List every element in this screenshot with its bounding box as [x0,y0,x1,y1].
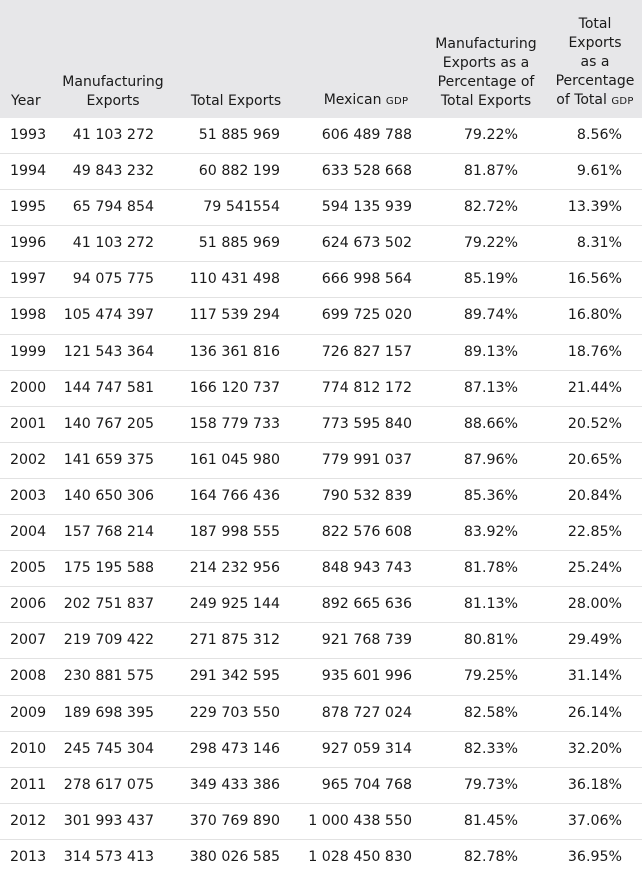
table-row [0,262,642,298]
cell-gdp-pct: 25.24% [567,560,622,577]
cell-mexican-gdp: 790 532 839 [321,487,412,504]
table-row [0,371,642,407]
cell-mexican-gdp: 594 135 939 [321,199,412,216]
cell-gdp-pct: 22.85% [567,524,622,541]
cell-total-exports: 291 342 595 [189,668,280,685]
cell-mexican-gdp: 878 727 024 [321,704,412,721]
cell-mexican-gdp: 822 576 608 [321,524,412,541]
table-row [0,732,642,768]
cell-total-exports: 166 120 737 [189,379,280,396]
cell-manufacturing-exports: 141 659 375 [63,451,154,468]
cell-year: 2004 [10,524,47,541]
cell-gdp-pct: 8.31% [576,235,622,252]
cell-gdp-pct: 18.76% [567,343,622,360]
cell-mexican-gdp: 965 704 768 [321,776,412,793]
cell-year: 2007 [10,632,47,649]
cell-year: 1997 [10,271,47,288]
table-row [0,118,642,154]
cell-total-exports: 249 925 144 [189,596,280,613]
cell-year: 1994 [10,163,47,180]
table-row [0,407,642,443]
cell-manufacturing-exports: 49 843 232 [72,163,154,180]
table-header [0,0,642,118]
cell-mfg-pct: 85.19% [463,271,518,288]
cell-year: 1995 [10,199,47,216]
cell-total-exports: 380 026 585 [189,848,280,865]
cell-gdp-pct: 20.65% [567,451,622,468]
cell-gdp-pct: 9.61% [576,163,622,180]
cell-gdp-pct: 29.49% [567,632,622,649]
table-body [0,118,642,876]
cell-mexican-gdp: 921 768 739 [321,632,412,649]
cell-manufacturing-exports: 314 573 413 [63,848,154,865]
cell-mfg-pct: 82.58% [463,704,518,721]
cell-mexican-gdp: 699 725 020 [321,307,412,324]
header-total-exports: Total Exports [190,93,282,109]
cell-manufacturing-exports: 121 543 364 [63,343,154,360]
cell-mfg-pct: 81.45% [463,812,518,829]
cell-total-exports: 51 885 969 [198,127,280,143]
table-row [0,696,642,732]
cell-year: 1993 [10,127,47,143]
cell-mfg-pct: 79.25% [463,668,518,685]
cell-total-exports: 79 541554 [203,199,280,216]
cell-year: 1996 [10,235,47,252]
cell-year: 2008 [10,668,47,685]
cell-gdp-pct: 13.39% [567,199,622,216]
header-total-pct-gdp: Total Exports as a Percentage of Total GDP [555,16,635,108]
cell-mexican-gdp: 773 595 840 [321,415,412,432]
cell-year: 2010 [10,740,47,757]
cell-manufacturing-exports: 140 650 306 [63,487,154,504]
cell-mfg-pct: 82.33% [463,740,518,757]
cell-gdp-pct: 21.44% [567,379,622,396]
cell-mexican-gdp: 1 000 438 550 [308,812,412,829]
cell-manufacturing-exports: 278 617 075 [63,776,154,793]
cell-mexican-gdp: 892 665 636 [321,596,412,613]
cell-gdp-pct: 26.14% [567,704,622,721]
table-row [0,587,642,623]
header-mfg-pct-total-exports: Manufacturing Exports as a Percentage of Total Exports [435,36,537,109]
cell-mfg-pct: 83.92% [463,524,518,541]
table-row [0,551,642,587]
cell-manufacturing-exports: 105 474 397 [63,307,154,324]
header-manufacturing-exports: Manufacturing Exports [62,74,164,109]
cell-mfg-pct: 82.78% [463,848,518,865]
cell-total-exports: 214 232 956 [189,560,280,577]
cell-mfg-pct: 79.22% [463,127,518,143]
table-row [0,804,642,840]
cell-manufacturing-exports: 94 075 775 [72,271,154,288]
cell-mexican-gdp: 606 489 788 [321,127,412,143]
cell-mexican-gdp: 774 812 172 [321,379,412,396]
cell-mfg-pct: 81.13% [463,596,518,613]
cell-year: 2001 [10,415,47,432]
cell-manufacturing-exports: 144 747 581 [63,379,154,396]
cell-mfg-pct: 81.87% [463,163,518,180]
table-row [0,840,642,876]
table-row [0,768,642,804]
cell-mexican-gdp: 624 673 502 [321,235,412,252]
header-year: Year [11,93,41,109]
cell-total-exports: 161 045 980 [189,451,280,468]
cell-total-exports: 136 361 816 [189,343,280,360]
cell-total-exports: 158 779 733 [189,415,280,432]
cell-mexican-gdp: 927 059 314 [321,740,412,757]
cell-mexican-gdp: 1 028 450 830 [308,848,412,865]
cell-mfg-pct: 87.13% [463,379,518,396]
cell-manufacturing-exports: 41 103 272 [72,235,154,252]
cell-year: 2011 [10,776,47,793]
cell-mfg-pct: 81.78% [463,560,518,577]
cell-mfg-pct: 85.36% [463,487,518,504]
cell-total-exports: 349 433 386 [189,776,280,793]
cell-mexican-gdp: 848 943 743 [321,560,412,577]
cell-total-exports: 51 885 969 [198,235,280,252]
cell-year: 2000 [10,379,47,396]
cell-gdp-pct: 32.20% [567,740,622,757]
cell-manufacturing-exports: 230 881 575 [63,668,154,685]
cell-total-exports: 271 875 312 [189,632,280,649]
cell-mfg-pct: 80.81% [463,632,518,649]
cell-mfg-pct: 79.73% [463,776,518,793]
cell-manufacturing-exports: 65 794 854 [72,199,154,216]
cell-mfg-pct: 79.22% [463,235,518,252]
cell-mfg-pct: 89.74% [463,307,518,324]
cell-total-exports: 60 882 199 [198,163,280,180]
cell-total-exports: 164 766 436 [189,487,280,504]
cell-gdp-pct: 16.80% [567,307,622,324]
cell-gdp-pct: 37.06% [567,812,622,829]
table-row [0,154,642,190]
cell-gdp-pct: 20.52% [567,415,622,432]
cell-mfg-pct: 89.13% [463,343,518,360]
cell-mfg-pct: 87.96% [463,451,518,468]
cell-manufacturing-exports: 175 195 588 [63,560,154,577]
cell-gdp-pct: 8.56% [576,127,622,143]
table-row [0,335,642,371]
cell-year: 2012 [10,812,47,829]
cell-manufacturing-exports: 157 768 214 [63,524,154,541]
cell-gdp-pct: 36.18% [567,776,622,793]
cell-total-exports: 110 431 498 [189,271,280,288]
cell-total-exports: 370 769 890 [189,812,280,829]
table-row [0,298,642,334]
table-row [0,623,642,659]
cell-manufacturing-exports: 189 698 395 [63,704,154,721]
cell-manufacturing-exports: 140 767 205 [63,415,154,432]
cell-manufacturing-exports: 245 745 304 [63,740,154,757]
cell-year: 2013 [10,848,47,865]
cell-mexican-gdp: 633 528 668 [321,163,412,180]
table-row [0,479,642,515]
table-row [0,659,642,695]
cell-gdp-pct: 31.14% [567,668,622,685]
cell-manufacturing-exports: 202 751 837 [63,596,154,613]
cell-gdp-pct: 28.00% [567,596,622,613]
cell-mexican-gdp: 726 827 157 [321,343,412,360]
cell-mfg-pct: 88.66% [463,415,518,432]
table-row [0,515,642,551]
cell-gdp-pct: 20.84% [567,487,622,504]
cell-mexican-gdp: 935 601 996 [321,668,412,685]
table-row [0,190,642,226]
table-row [0,443,642,479]
cell-mexican-gdp: 779 991 037 [321,451,412,468]
cell-total-exports: 117 539 294 [189,307,280,324]
cell-year: 2002 [10,451,47,468]
cell-mexican-gdp: 666 998 564 [321,271,412,288]
cell-gdp-pct: 16.56% [567,271,622,288]
header-mexican-gdp: Mexican GDP [323,92,409,108]
cell-year: 2003 [10,487,47,504]
cell-year: 2009 [10,704,47,721]
cell-manufacturing-exports: 301 993 437 [63,812,154,829]
cell-mfg-pct: 82.72% [463,199,518,216]
cell-year: 1998 [10,307,47,324]
cell-manufacturing-exports: 219 709 422 [63,632,154,649]
cell-year: 1999 [10,343,47,360]
table-row [0,226,642,262]
cell-gdp-pct: 36.95% [567,848,622,865]
cell-manufacturing-exports: 41 103 272 [72,127,154,143]
cell-total-exports: 229 703 550 [189,704,280,721]
cell-total-exports: 187 998 555 [189,524,280,541]
cell-year: 2006 [10,596,47,613]
cell-year: 2005 [10,560,47,577]
cell-total-exports: 298 473 146 [189,740,280,757]
